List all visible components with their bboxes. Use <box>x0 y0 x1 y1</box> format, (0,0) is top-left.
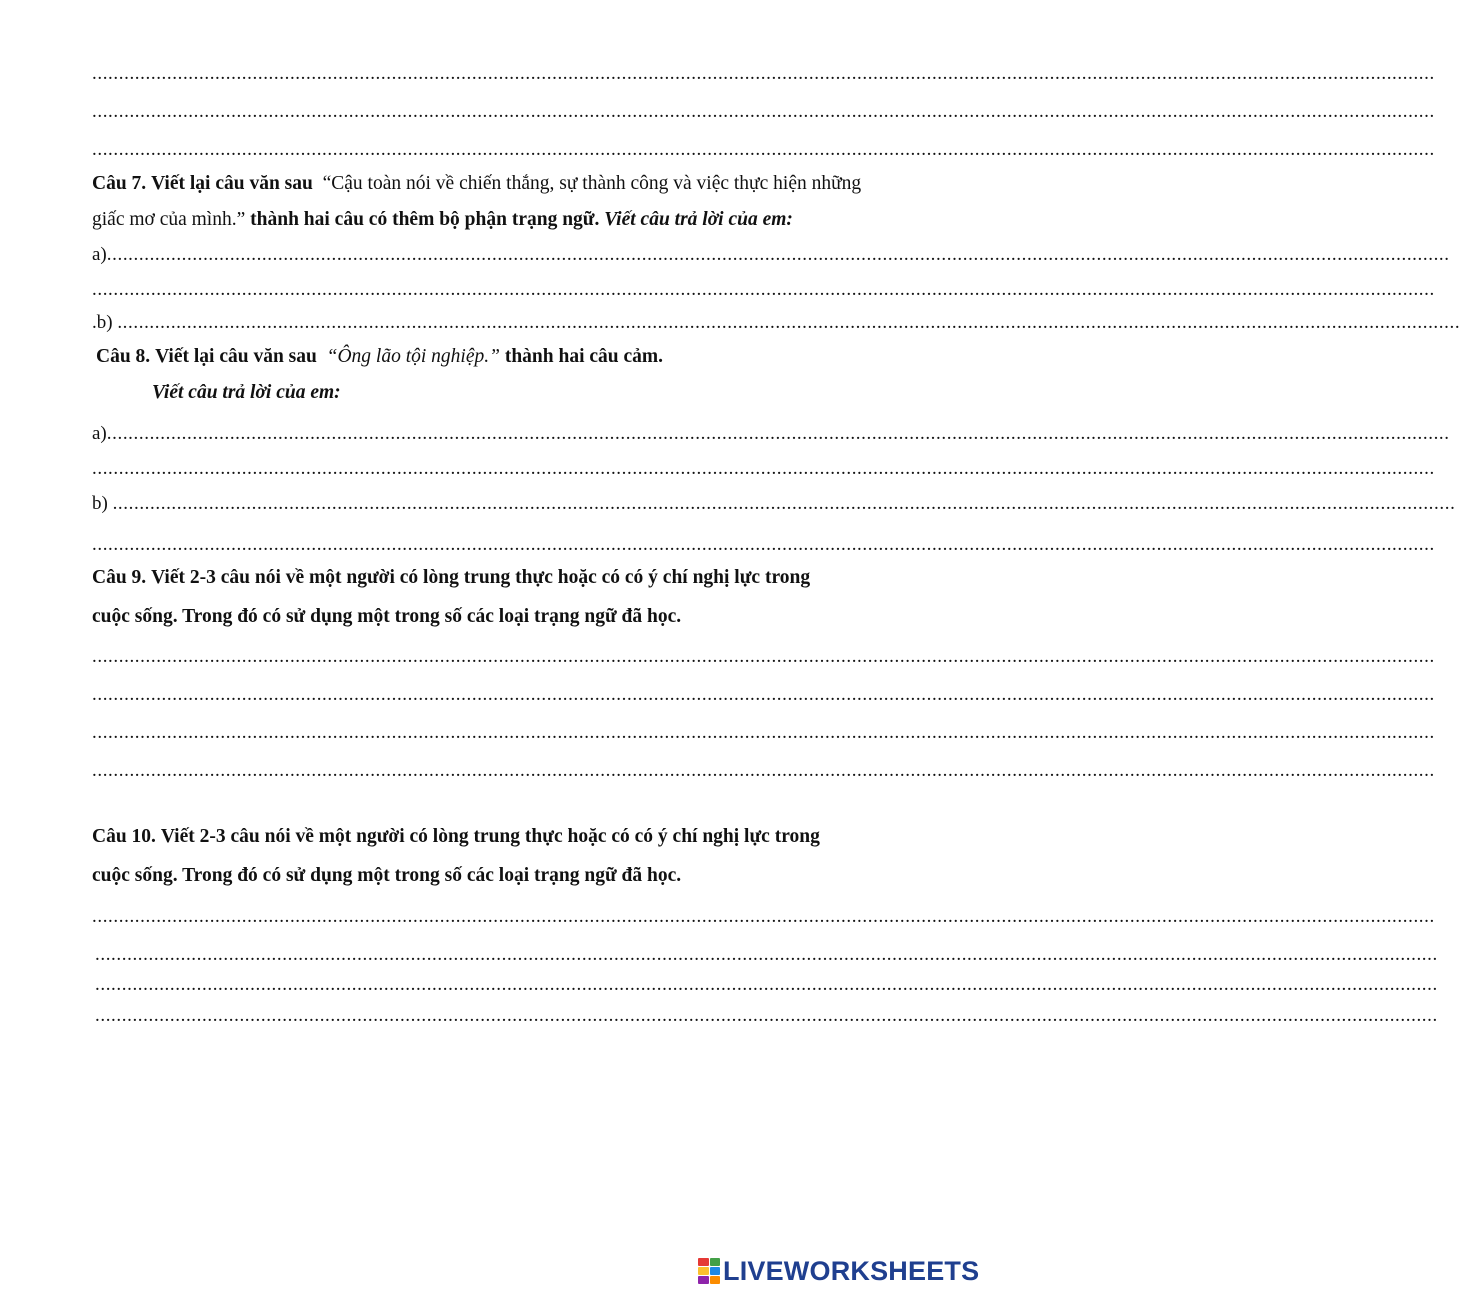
answer-line[interactable]: ........................................................................................................................................................................................................................................................... <box>92 760 1435 781</box>
question-7-answer-prompt: Viết câu trả lời của em: <box>604 209 793 230</box>
answer-line[interactable]: ........................................................................................................................................................................................................................................................... <box>92 906 1435 927</box>
question-10-line-1 <box>92 825 972 849</box>
answer-8b-dots[interactable]: ........................................................................................................................................................................................................................................................... <box>112 493 1456 514</box>
liveworksheets-logo-text: LIVEWORKSHEETS <box>723 1255 980 1286</box>
question-7-quote-part-1: “Cậu toàn nói về chiến thắng, sự thành công và việc thực hiện những <box>322 173 862 194</box>
answer-line[interactable]: ........................................................................................................................................................................................................................................................... <box>92 722 1435 743</box>
answer-7a-dots[interactable]: ........................................................................................................................................................................................................................................................... <box>106 244 1450 265</box>
answer-8a-label: a) <box>92 423 107 444</box>
question-8-quote: “Ông lão tội nghiệp.” <box>326 346 500 367</box>
question-8-label: Câu 8. <box>96 346 151 367</box>
question-10-text-1: Viết 2-3 câu nói về một người có lòng trung thực hoặc có có ý chí nghị lực trong <box>160 826 820 847</box>
answer-7a-line[interactable] <box>92 243 1450 267</box>
answer-line[interactable]: ........................................................................................................................................................................................................................................................... <box>95 974 1438 995</box>
question-8-instruction: Viết lại câu văn sau <box>155 346 317 367</box>
answer-line[interactable]: ........................................................................................................................................................................................................................................................... <box>92 139 1435 160</box>
answer-line[interactable]: ........................................................................................................................................................................................................................................................... <box>92 534 1435 555</box>
question-9-text-2: cuộc sống. Trong đó có sử dụng một trong số các loại trạng ngữ đã học. <box>92 606 682 627</box>
question-7-label: Câu 7. <box>92 173 147 194</box>
answer-line[interactable]: ........................................................................................................................................................................................................................................................... <box>95 944 1438 965</box>
question-9-line-1 <box>92 566 972 590</box>
answer-line[interactable]: ........................................................................................................................................................................................................................................................... <box>95 1005 1438 1026</box>
answer-line[interactable]: ........................................................................................................................................................................................................................................................... <box>92 63 1435 84</box>
question-9-text-1: Viết 2-3 câu nói về một người có lòng trung thực hoặc có có ý chí nghị lực trong <box>151 567 811 588</box>
answer-8b-label: b) <box>92 493 108 514</box>
answer-8a-dots[interactable]: ........................................................................................................................................................................................................................................................... <box>106 423 1450 444</box>
answer-7b-line[interactable] <box>92 311 1460 335</box>
answer-line[interactable]: ........................................................................................................................................................................................................................................................... <box>92 458 1435 479</box>
liveworksheets-logo <box>698 1256 979 1286</box>
question-7-instruction: Viết lại câu văn sau <box>151 173 313 194</box>
question-8-answer-prompt: Viết câu trả lời của em: <box>152 382 341 403</box>
answer-line[interactable]: ........................................................................................................................................................................................................................................................... <box>92 101 1435 122</box>
answer-8b-line[interactable] <box>92 492 1456 516</box>
answer-7b-label: .b) <box>92 312 113 333</box>
question-8-line-1 <box>96 345 976 369</box>
question-10-label: Câu 10. <box>92 826 156 847</box>
liveworksheets-logo-icon <box>698 1258 720 1284</box>
answer-7a-label: a) <box>92 244 107 265</box>
question-7-quote-part-2: giấc mơ của mình.” <box>92 209 246 230</box>
question-10-line-2 <box>92 864 972 888</box>
question-8-task: thành hai câu cảm. <box>504 346 664 367</box>
answer-line[interactable]: ........................................................................................................................................................................................................................................................... <box>92 684 1435 705</box>
answer-line[interactable]: ........................................................................................................................................................................................................................................................... <box>92 279 1435 300</box>
answer-7b-dots[interactable]: ........................................................................................................................................................................................................................................................... <box>117 312 1460 333</box>
question-7-task: thành hai câu có thêm bộ phận trạng ngữ. <box>250 209 600 230</box>
question-7-line-1 <box>92 172 972 196</box>
answer-line[interactable]: ........................................................................................................................................................................................................................................................... <box>92 646 1435 667</box>
question-8-prompt-line <box>152 381 752 405</box>
question-9-line-2 <box>92 605 972 629</box>
question-10-text-2: cuộc sống. Trong đó có sử dụng một trong số các loại trạng ngữ đã học. <box>92 865 682 886</box>
question-9-label: Câu 9. <box>92 567 147 588</box>
answer-8a-line[interactable] <box>92 422 1450 446</box>
question-7-line-2 <box>92 208 972 232</box>
